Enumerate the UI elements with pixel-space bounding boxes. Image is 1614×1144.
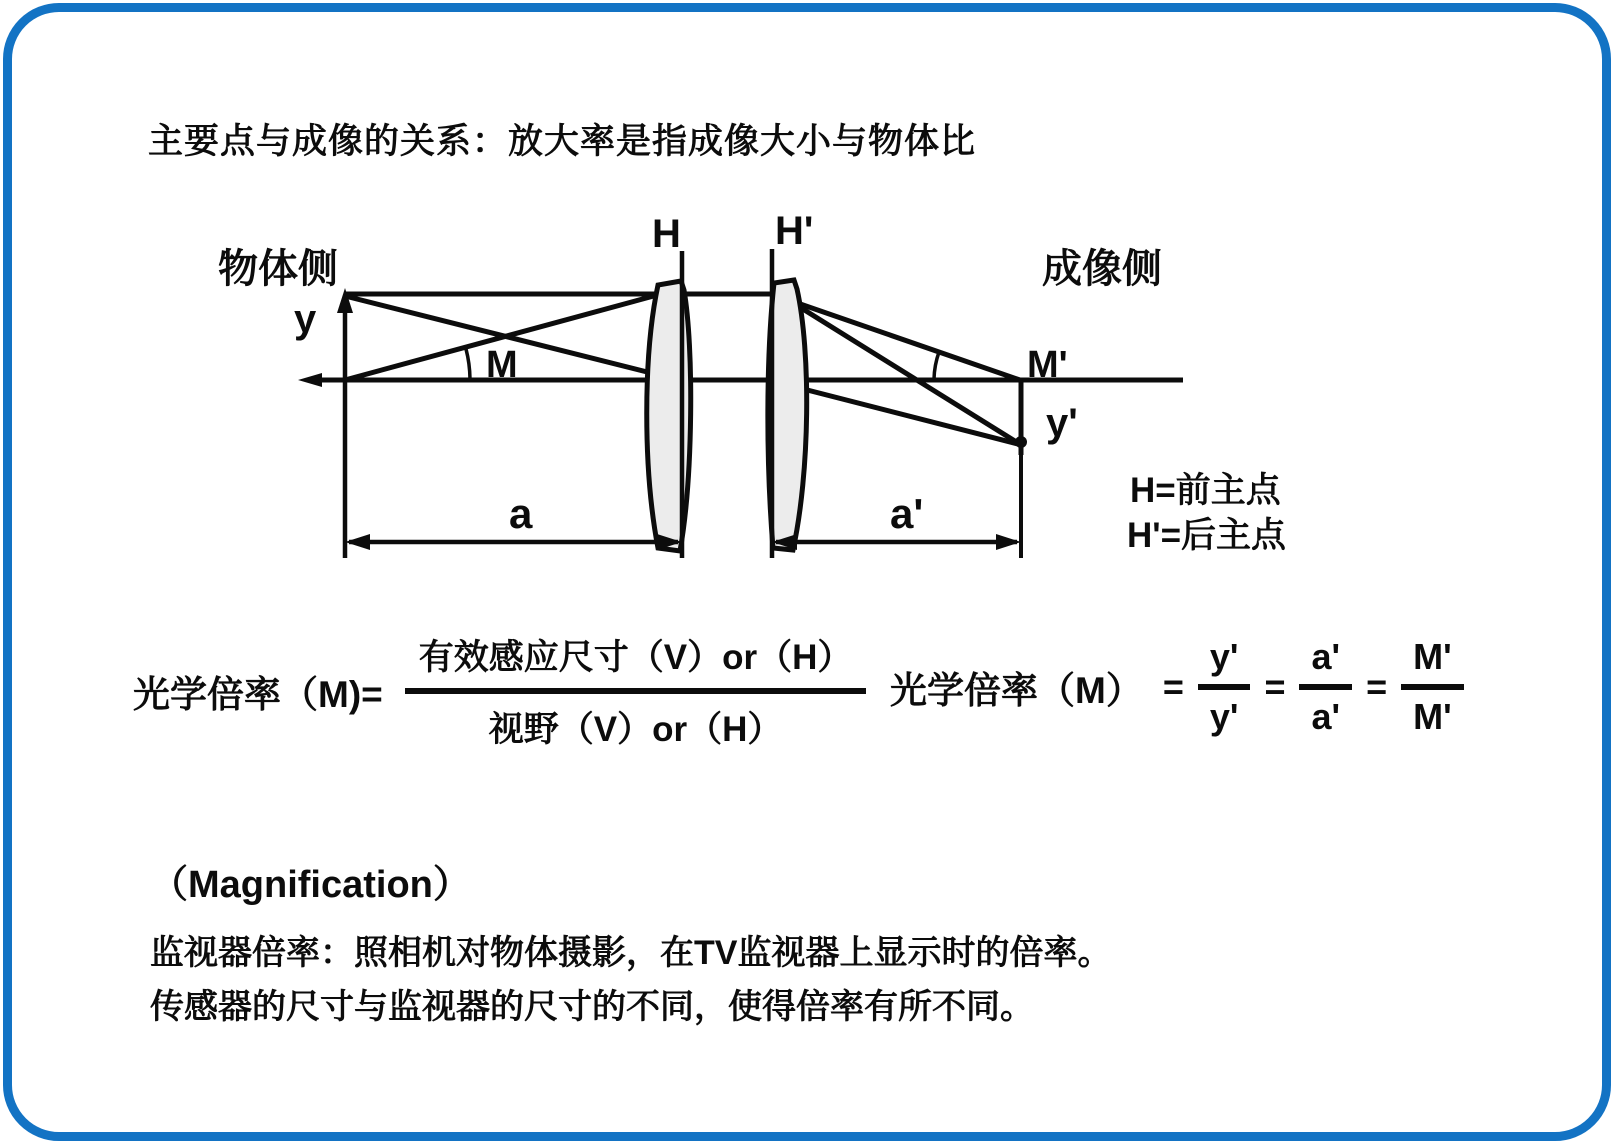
image-distance-label: a' <box>890 490 924 537</box>
image-height-label: y' <box>1046 401 1078 445</box>
dim-a-arrowhead-left <box>345 534 370 550</box>
formula-left-label: 光学倍率（M)= <box>133 674 383 715</box>
fraction-m <box>1401 636 1464 738</box>
equals-sign: = <box>1162 666 1184 707</box>
monitor-note-line1: 监视器倍率：照相机对物体摄影，在TV监视器上显示时的倍率。 <box>150 934 1112 972</box>
formula-left-numerator: 有效感应尺寸（V）or（H） <box>405 630 867 694</box>
equals-sign: = <box>1264 666 1286 707</box>
image-side-label: 成像侧 <box>1042 247 1162 291</box>
formula-right-label: 光学倍率（M） <box>890 670 1143 711</box>
legend-rear-principal: H'=后主点 <box>1127 516 1287 555</box>
image-converging-ray <box>790 301 1018 443</box>
angle-arc-m <box>466 349 470 379</box>
object-height-label: y <box>294 297 317 341</box>
object-angle-label: M <box>486 344 518 386</box>
optical-magnification-formula <box>133 630 866 752</box>
monitor-magnification-note <box>150 926 1111 1034</box>
image-point-dot <box>1015 436 1027 448</box>
equals-sign: = <box>1366 666 1388 707</box>
front-principal-point-label: H <box>652 212 681 256</box>
optical-magnification-ratios-formula <box>890 636 1464 738</box>
fraction-y <box>1198 636 1251 738</box>
magnification-english-label: （Magnification） <box>150 864 471 906</box>
image-angle-label: M' <box>1027 344 1068 386</box>
object-distance-label: a <box>509 490 533 537</box>
rear-principal-point-label: H' <box>775 209 814 253</box>
angle-arc-m-prime <box>934 352 939 379</box>
fraction-a <box>1299 636 1352 738</box>
page-title: 主要点与成像的关系：放大率是指成像大小与物体比 <box>148 122 977 161</box>
fraction-a-denominator: a' <box>1311 696 1341 737</box>
object-side-label: 物体侧 <box>218 247 338 291</box>
fraction-y-denominator: y' <box>1209 696 1239 737</box>
fraction-a-numerator: a' <box>1299 636 1352 690</box>
fraction-m-denominator: M' <box>1413 696 1452 737</box>
formula-left-denominator: 视野（V）or（H） <box>488 710 783 749</box>
formula-left-fraction <box>405 630 867 752</box>
fraction-y-numerator: y' <box>1198 636 1251 690</box>
monitor-note-line2: 传感器的尺寸与监视器的尺寸的不同，使得倍率有所不同。 <box>150 988 1034 1026</box>
fraction-m-numerator: M' <box>1401 636 1464 690</box>
optical-axis-left-arrowhead <box>298 373 322 387</box>
legend-front-principal: H=前主点 <box>1130 471 1281 510</box>
dim-a-prime-arrowhead-right <box>996 534 1021 550</box>
